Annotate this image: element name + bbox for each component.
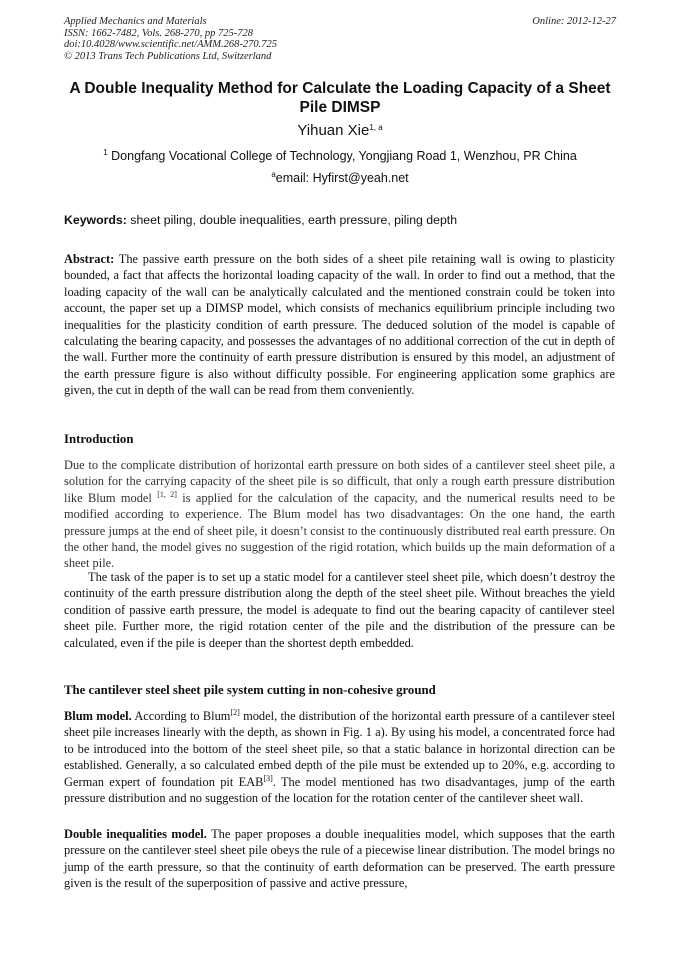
affiliation [64, 149, 616, 163]
citation-ref: [3] [263, 773, 273, 783]
blum-text-c: . The model mentioned has two disadvantages, jump of the earth pressure distribution and no suggestion of the location for the rotation center of the cantilever sheet wall. [64, 774, 615, 806]
blum-text-a: According to Blum [134, 709, 231, 723]
keywords-text: sheet piling, double inequalities, earth pressure, piling depth [130, 213, 458, 227]
online-date: Online: 2012-12-27 [532, 16, 616, 27]
blum-label: Blum model. [64, 709, 132, 723]
abstract-label: Abstract: [64, 252, 115, 266]
blum-text-b: model, the distribution of the horizontal earth pressure of a cantilever steel sheet pile increases linearly with the depth, as shown in Fig. 1 a). By using his model, a concentrated force had to be introduced into the bottom of the steel sheet pile, so that a static balance in horizontal direction can be established. Generally, a so calculated embed depth of the pile must be extended up to 20%, e.g. according to German expert of foundation pit EAB [64, 709, 616, 789]
email-sup: a [271, 170, 276, 179]
journal-name: Applied Mechanics and Materials [64, 16, 207, 27]
introduction-paragraph-2: The task of the paper is to set up a static model for a cantilever steel sheet pile, which doesn’t destroy the continuity of the earth pressure distribution along the depth of the steel sheet pile. Without breaches the yield condition of passive earth pressure, the model is adequate to find out the bearing capacity of cantilever steel sheet pile. Further more, the rigid rotation center of the pile and the distribution of the pressure can be calculated, even if the pile is deeper than the shortest depth embedded. [64, 570, 615, 650]
abstract [64, 251, 615, 399]
intro-text-b: is applied for the calculation of the capacity, and the numerical results need to be modified according to experience. The Blum model has two disadvantages: On the one hand, the earth pressure jumps at the end of sheet pile, it doesn’t consist to the continuously distributed real earth pressure. On the other hand, the model gives no suggestion of the rigid rotation, which builds up the main deformation of a sheet pile. [64, 490, 615, 571]
dim-label: Double inequalities model. [64, 827, 207, 841]
email-line [64, 171, 616, 185]
citation-ref: [1, 2] [157, 489, 177, 499]
copyright-line: © 2013 Trans Tech Publications Ltd, Switzerland [64, 50, 272, 62]
author-name: Yihuan Xie [297, 122, 370, 139]
intro-text-a: Due to the complicate distribution of horizontal earth pressure on both sides of a cantilever steel sheet pile, a solution for the carrying capacity of the sheet pile is so difficult, that only a rough earth pressure distribution like Blum model [64, 458, 615, 505]
citation-ref: [2] [230, 708, 240, 717]
email-text: email: Hyfirst@yeah.net [275, 171, 409, 185]
author-sup: 1, a [369, 123, 383, 132]
double-inequalities-paragraph [64, 826, 615, 892]
introduction-paragraph-1 [64, 457, 615, 572]
dim-text: The paper proposes a double inequalities model, which supposes that the earth pressure on the cantilever steel sheet pile obeys the rule of a piecewise linear distribution. The model brings no jump of the earth pressure, so that the continuity of earth deformation can be preserved. The earth pressure given is the result of the superposition of passive and active pressure, [64, 827, 615, 891]
doi-line: doi:10.4028/www.scientific.net/AMM.268-270.725 [64, 39, 277, 50]
introduction-heading: Introduction [64, 432, 134, 446]
section-heading: The cantilever steel sheet pile system cutting in non-cohesive ground [64, 683, 436, 697]
affiliation-sup: 1 [103, 148, 108, 157]
author-line [64, 122, 616, 139]
blum-model-paragraph [64, 708, 615, 806]
keywords-label: Keywords: [64, 213, 127, 227]
affiliation-text: Dongfang Vocational College of Technology, Yongjiang Road 1, Wenzhou, PR China [111, 149, 577, 163]
paper-title: A Double Inequality Method for Calculate the Loading Capacity of a Sheet Pile DIMSP [69, 80, 611, 116]
abstract-text: The passive earth pressure on the both sides of a sheet pile retaining wall is owing to plasticity bounded, a fact that affects the horizontal loading capacity of the wall. In order to find out a method, that the loading capacity of the wall can be analytically calculated and the mentioned constrain could be token into account, the paper set up a DIMSP model, which consists of mechanics equilibrium principle including two inequalities for the plasticity condition of earth pressure. The deduced solution of the model is capable of calculating the bearing capacity, and possesses the advantages of no additional correction of the cut in depth of the wall. Further more the continuity of earth pressure distribution is ensured by this model, an adjustment of the earth pressure figure is also without difficulty possible. For engineering application some graphics are given, the cut in depth of the wall can be read from them conveniently. [64, 252, 616, 398]
issn-line: ISSN: 1662-7482, Vols. 268-270, pp 725-728 [64, 27, 253, 39]
journal-header [64, 16, 616, 62]
keywords [64, 213, 624, 227]
